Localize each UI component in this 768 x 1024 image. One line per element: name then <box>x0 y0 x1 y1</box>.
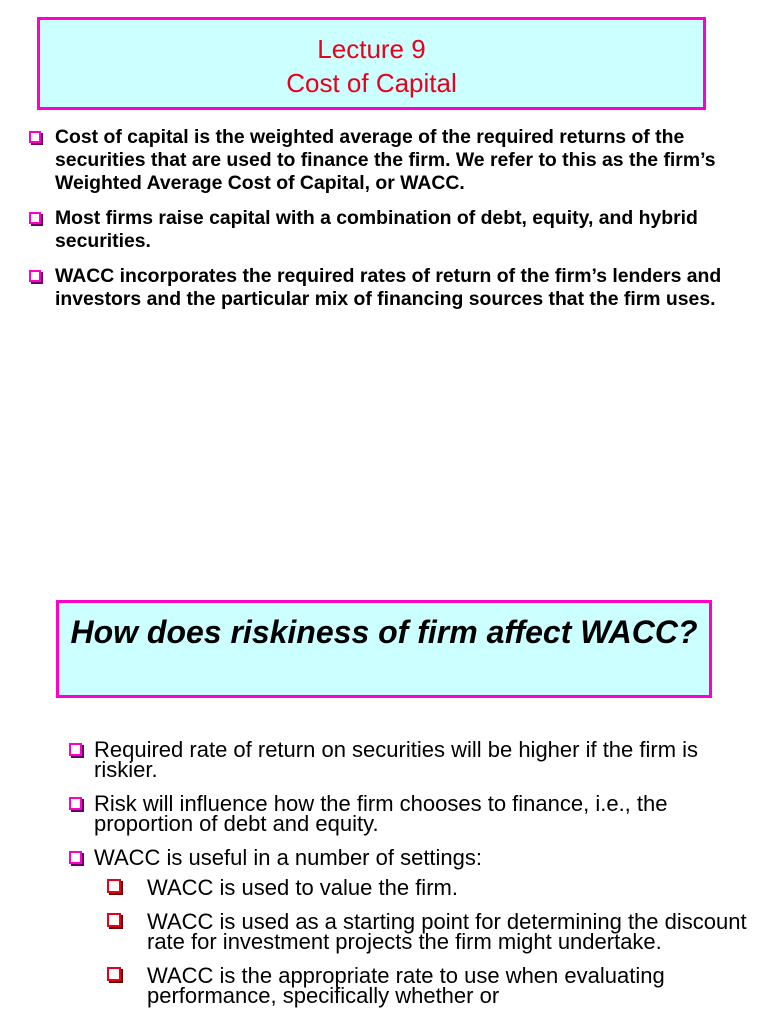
slide2-bullet-text: WACC is useful in a number of settings: <box>94 845 483 870</box>
pink-square-bullet-icon <box>29 270 41 282</box>
slide1-bullet-text: Most firms raise capital with a combination of debt, equity, and hybrid securities. <box>55 207 698 252</box>
pink-square-bullet-icon <box>29 212 41 224</box>
slide2-sub-bullet-list <box>107 875 761 1008</box>
pink-square-bullet-icon <box>69 797 82 810</box>
slide1-bullet-list <box>28 126 748 323</box>
slide2-title: How does riskiness of firm affect WACC? <box>70 614 698 650</box>
slide2-bullet-list <box>68 737 748 1020</box>
slide2-bullet-item <box>68 737 748 782</box>
slide1-bullet-item <box>28 265 748 311</box>
slide2-sub-bullet-item <box>107 963 761 1008</box>
slide2-bullet-item <box>68 791 748 836</box>
red-square-bullet-icon <box>107 879 121 893</box>
slide1-bullet-text: WACC incorporates the required rates of return of the firm’s lenders and investors and the particular mix of financing sources that the firm uses. <box>55 265 722 310</box>
slide1-title-box <box>37 17 706 110</box>
pink-square-bullet-icon <box>69 851 82 864</box>
slide2-bullet-text: Risk will influence how the firm chooses to finance, i.e., the proportion of debt and equity. <box>94 791 668 836</box>
slide1-title-line1: Lecture 9 <box>317 34 426 64</box>
slide2-sub-bullet-text: WACC is used as a starting point for determining the discount rate for investment projects the firm might undertake. <box>147 909 747 954</box>
pink-square-bullet-icon <box>29 131 41 143</box>
slide2-title-box <box>56 600 712 698</box>
red-square-bullet-icon <box>107 913 121 927</box>
slide2-sub-bullet-text: WACC is the appropriate rate to use when evaluating performance, specifically whether or <box>147 963 665 1008</box>
slide2-bullet-text: Required rate of return on securities will be higher if the firm is riskier. <box>94 737 699 782</box>
slide1-bullet-text: Cost of capital is the weighted average of the required returns of the securities that are used to finance the firm. We refer to this as the firm’s Weighted Average Cost of Capital, or WACC. <box>55 126 716 194</box>
slide1-title-line2: Cost of Capital <box>286 68 457 98</box>
slide2-sub-bullet-item <box>107 909 761 954</box>
slide2-sub-bullet-item <box>107 875 761 900</box>
slide1-bullet-item <box>28 207 748 253</box>
slide2-sub-bullet-text: WACC is used to value the firm. <box>147 875 458 900</box>
slide1-bullet-item <box>28 126 748 195</box>
pink-square-bullet-icon <box>69 743 82 756</box>
slide2-bullet-item <box>68 845 748 1008</box>
red-square-bullet-icon <box>107 967 121 981</box>
